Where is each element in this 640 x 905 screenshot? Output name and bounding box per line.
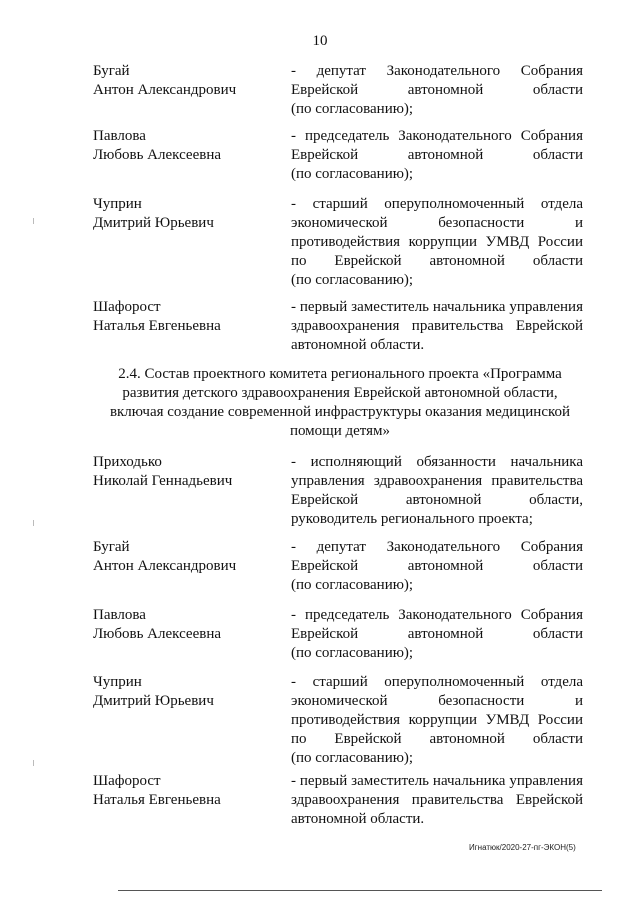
role-line: здравоохранения правительства Еврейской [291, 792, 583, 808]
member-name [93, 453, 283, 491]
role-line: Еврейской автономной области, [291, 492, 583, 508]
page-number: 10 [312, 33, 328, 49]
member-name [93, 673, 283, 711]
member-surname: Бугай [93, 539, 130, 555]
member-given-names: Антон Александрович [93, 82, 237, 98]
role-line: - исполняющий обязанности начальника [291, 454, 583, 470]
member-role [291, 606, 583, 663]
member-role [291, 772, 583, 829]
scan-mark [33, 760, 34, 766]
role-line: - депутат Законодательного Собрания [291, 63, 583, 79]
heading-line: 2.4. Состав проектного комитета регионального проекта «Программа [118, 366, 562, 382]
member-given-names: Дмитрий Юрьевич [93, 215, 214, 231]
member-role [291, 453, 583, 529]
member-name [93, 772, 283, 810]
member-surname: Шафорост [93, 773, 161, 789]
member-surname: Бугай [93, 63, 130, 79]
member-surname: Павлова [93, 128, 146, 144]
heading-line: развития детского здравоохранения Еврейской автономной области, [122, 385, 558, 401]
role-line: по Еврейской автономной области [291, 731, 583, 747]
member-given-names: Наталья Евгеньевна [93, 792, 221, 808]
role-line: экономической безопасности и [291, 215, 583, 231]
member-name [93, 298, 283, 336]
member-given-names: Любовь Алексеевна [93, 147, 221, 163]
role-line: управления здравоохранения правительства [291, 473, 583, 489]
member-name [93, 127, 283, 165]
member-role [291, 62, 583, 119]
role-line: - депутат Законодательного Собрания [291, 539, 583, 555]
role-line: автономной области. [291, 337, 425, 353]
role-line: - председатель Законодательного Собрания [291, 128, 583, 144]
member-surname: Чуприн [93, 196, 142, 212]
scan-mark [33, 218, 34, 224]
member-surname: Приходько [93, 454, 162, 470]
member-role [291, 195, 583, 290]
bottom-rule [118, 890, 602, 891]
role-line: Еврейской автономной области [291, 147, 583, 163]
member-role [291, 673, 583, 768]
role-line: Еврейской автономной области [291, 82, 583, 98]
section-heading [80, 365, 600, 441]
role-line: Еврейской автономной области [291, 558, 583, 574]
member-role [291, 538, 583, 595]
role-line: - председатель Законодательного Собрания [291, 607, 583, 623]
role-line: - старший оперуполномоченный отдела [291, 196, 583, 212]
member-given-names: Дмитрий Юрьевич [93, 693, 214, 709]
member-given-names: Наталья Евгеньевна [93, 318, 221, 334]
role-line: Еврейской автономной области [291, 626, 583, 642]
member-name [93, 62, 283, 100]
member-given-names: Любовь Алексеевна [93, 626, 221, 642]
role-line: противодействия коррупции УМВД России [291, 234, 583, 250]
role-line: (по согласованию); [291, 101, 414, 117]
member-name [93, 538, 283, 576]
member-given-names: Антон Александрович [93, 558, 237, 574]
role-line: экономической безопасности и [291, 693, 583, 709]
scan-mark [33, 520, 34, 526]
role-line: (по согласованию); [291, 750, 414, 766]
role-line: противодействия коррупции УМВД России [291, 712, 583, 728]
member-role [291, 298, 583, 355]
role-line: - первый заместитель начальника управления [291, 773, 583, 789]
role-line: руководитель регионального проекта; [291, 511, 533, 527]
role-line: по Еврейской автономной области [291, 253, 583, 269]
member-given-names: Николай Геннадьевич [93, 473, 233, 489]
member-role [291, 127, 583, 184]
heading-line: включая создание современной инфраструктуры оказания медицинской [109, 404, 571, 420]
member-surname: Чуприн [93, 674, 142, 690]
member-surname: Шафорост [93, 299, 161, 315]
role-line: (по согласованию); [291, 166, 414, 182]
role-line: автономной области. [291, 811, 425, 827]
member-surname: Павлова [93, 607, 146, 623]
role-line: (по согласованию); [291, 577, 414, 593]
member-name [93, 606, 283, 644]
role-line: (по согласованию); [291, 645, 414, 661]
role-line: - старший оперуполномоченный отдела [291, 674, 583, 690]
role-line: здравоохранения правительства Еврейской [291, 318, 583, 334]
role-line: - первый заместитель начальника управления [291, 299, 583, 315]
member-name [93, 195, 283, 233]
document-code: Игнатюк/2020-27-пг-ЭКОН(5) [469, 843, 576, 852]
role-line: (по согласованию); [291, 272, 414, 288]
heading-line: помощи детям» [289, 423, 391, 439]
